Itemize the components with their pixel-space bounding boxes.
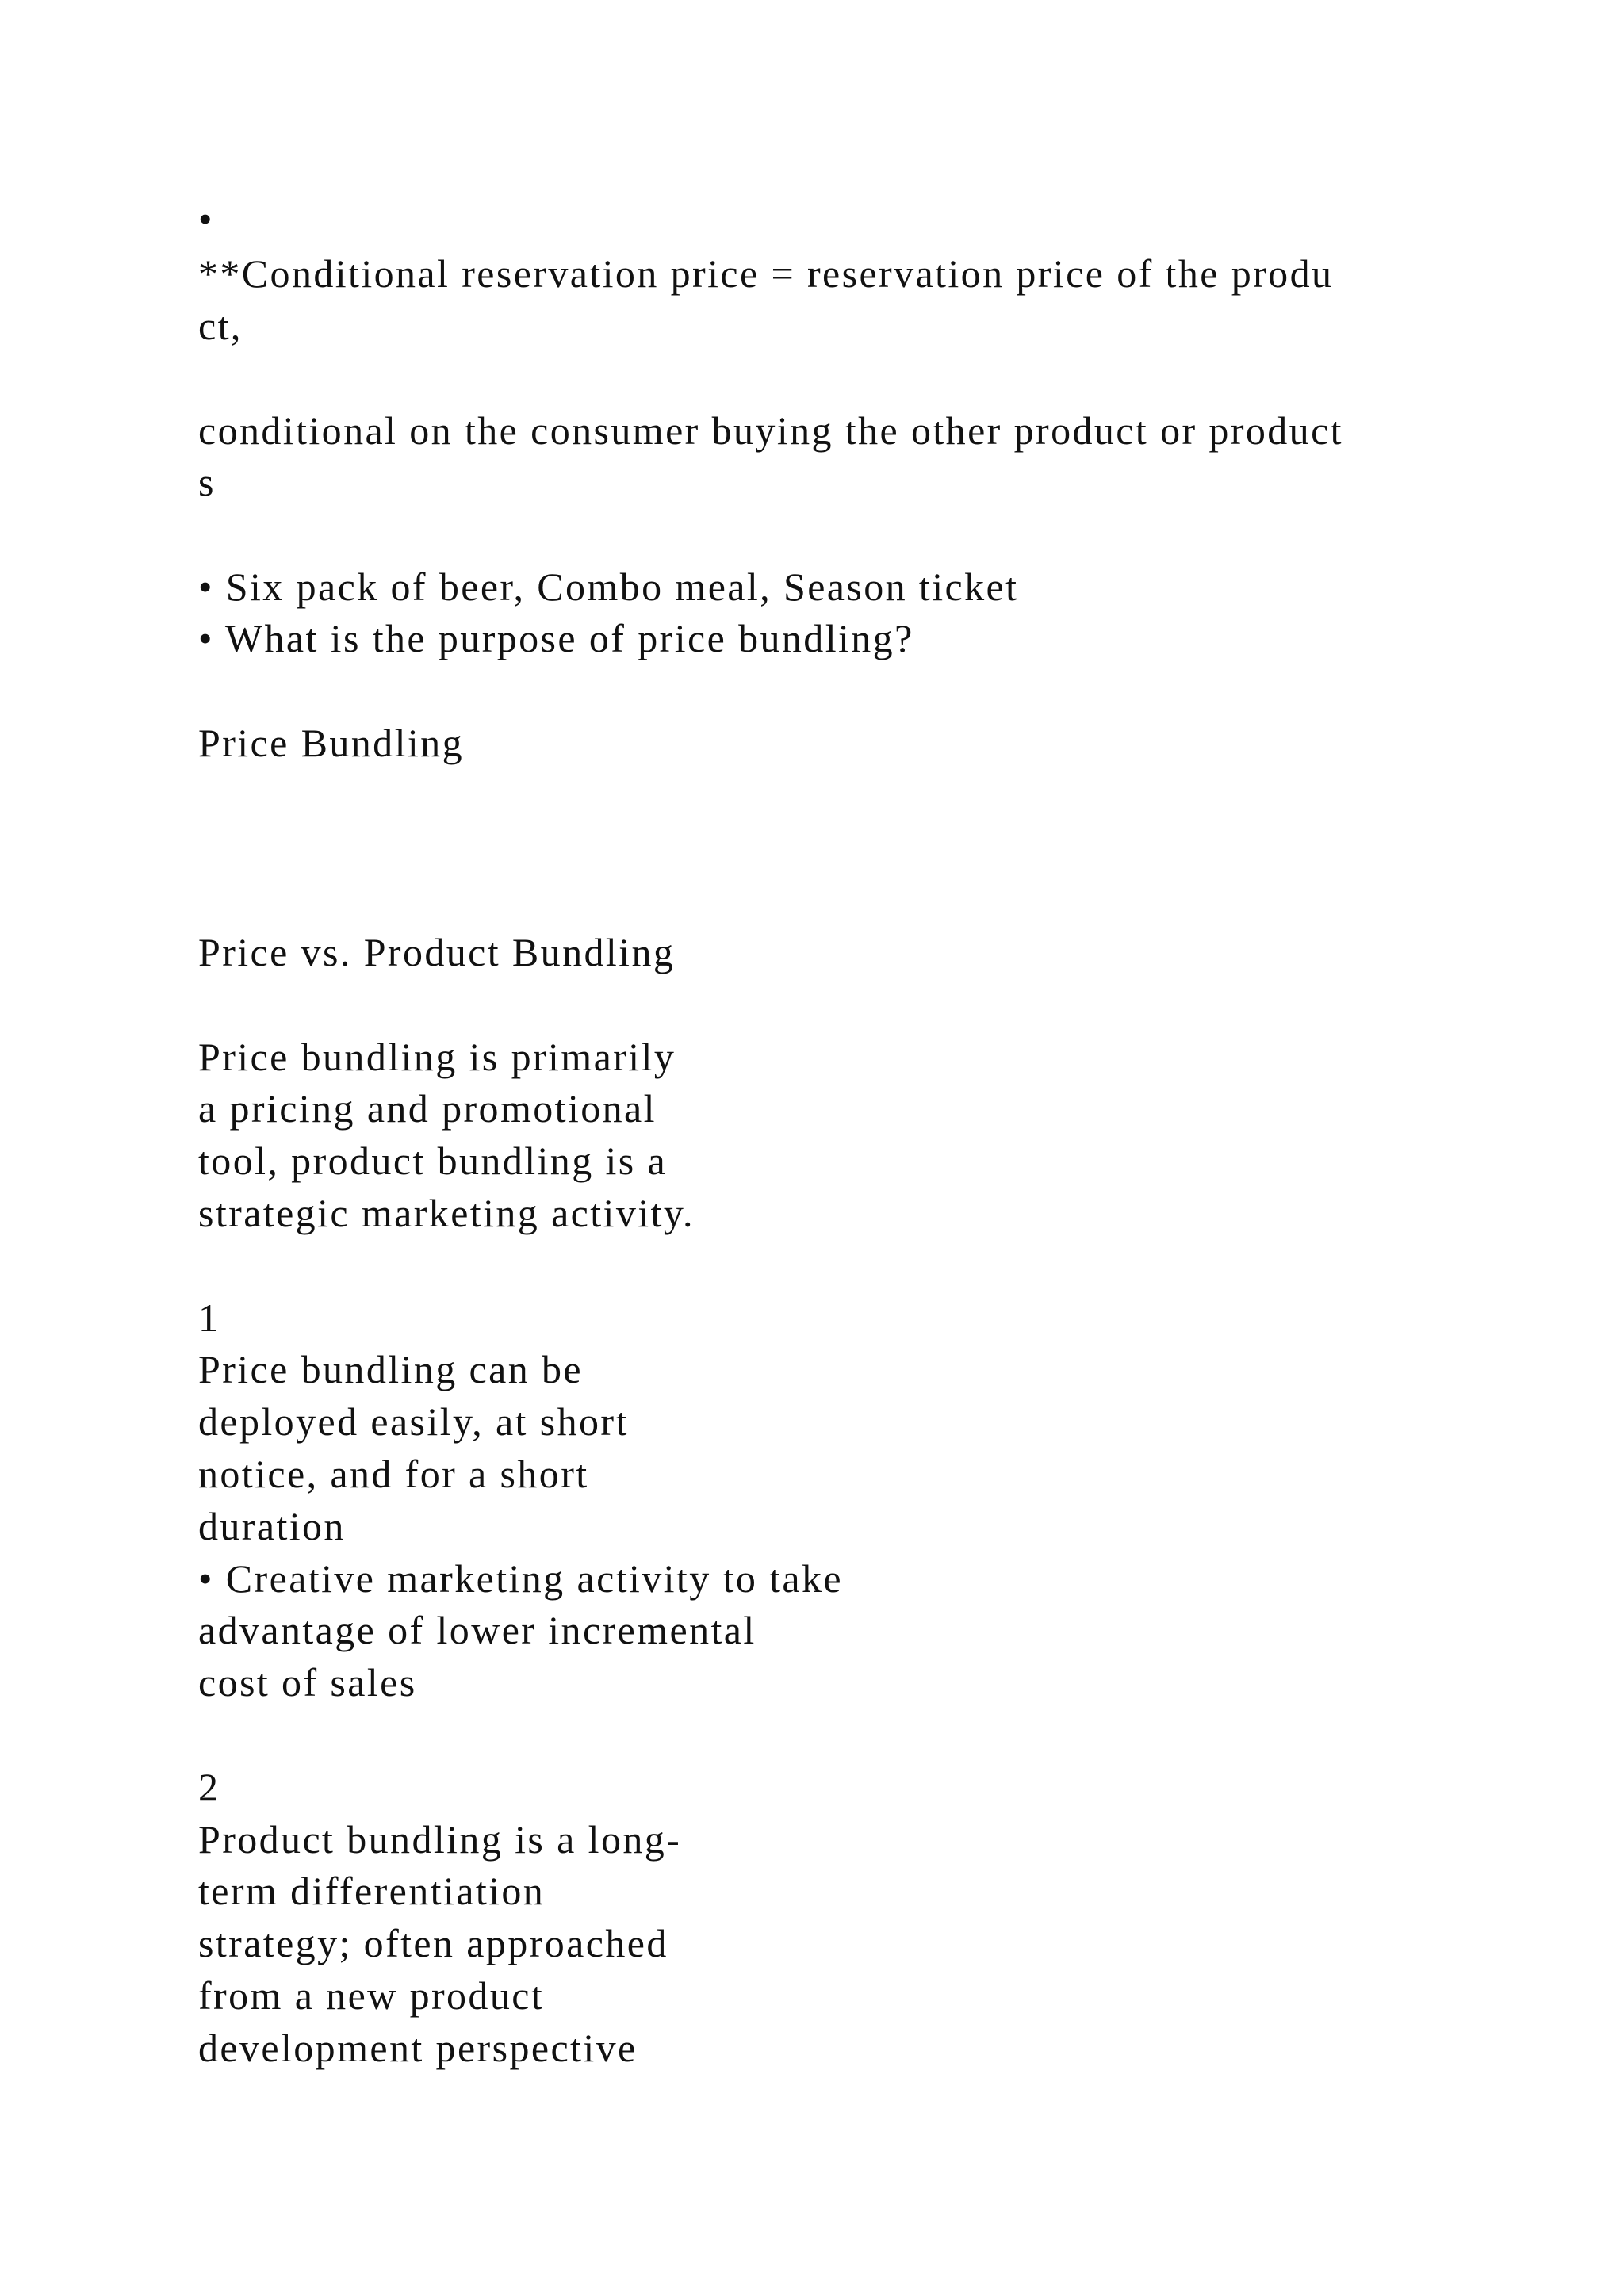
text-line: s xyxy=(198,460,216,504)
text-line: from a new product xyxy=(198,1973,545,2018)
bullet-marker: • xyxy=(198,197,214,241)
text-line: Price bundling can be xyxy=(198,1347,583,1391)
text-line: tool, product bundling is a xyxy=(198,1138,668,1183)
bullet-item: • Six pack of beer, Combo meal, Season ticket xyxy=(198,564,1019,609)
item-number: 1 xyxy=(198,1295,220,1340)
text-line: **Conditional reservation price = reservation price of the produ xyxy=(198,251,1334,296)
text-line: ct, xyxy=(198,304,243,348)
item-number: 2 xyxy=(198,1765,220,1809)
text-line: strategic marketing activity. xyxy=(198,1191,695,1235)
text-line: notice, and for a short xyxy=(198,1452,589,1496)
text-line: conditional on the consumer buying the other product or product xyxy=(198,408,1343,453)
text-line: strategy; often approached xyxy=(198,1921,668,1965)
text-line: development perspective xyxy=(198,2026,638,2070)
section-heading: Price Bundling xyxy=(198,721,464,765)
text-line: Product bundling is a long- xyxy=(198,1817,682,1862)
bullet-item: • Creative marketing activity to take xyxy=(198,1556,843,1601)
bullet-item: • What is the purpose of price bundling? xyxy=(198,616,914,660)
text-line: duration xyxy=(198,1504,346,1548)
section-heading: Price vs. Product Bundling xyxy=(198,930,676,974)
text-line: a pricing and promotional xyxy=(198,1086,657,1131)
text-line: cost of sales xyxy=(198,1660,417,1705)
text-line: deployed easily, at short xyxy=(198,1399,629,1444)
text-line: advantage of lower incremental xyxy=(198,1608,756,1652)
text-line: term differentiation xyxy=(198,1869,546,1913)
text-line: Price bundling is primarily xyxy=(198,1035,676,1079)
